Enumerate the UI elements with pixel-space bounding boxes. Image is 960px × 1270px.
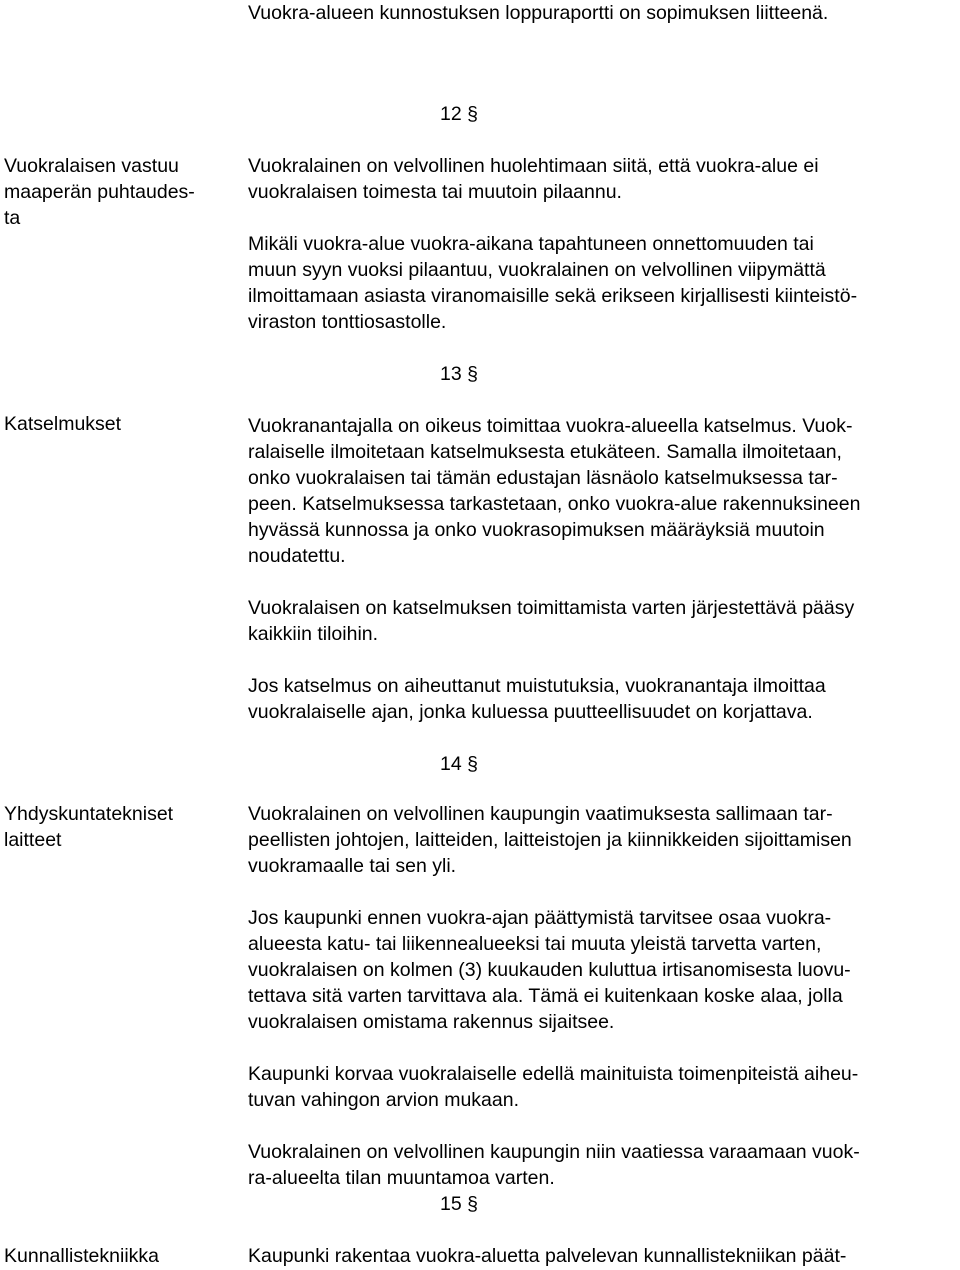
text-line: hyvässä kunnossa ja onko vuokrasopimuksen määräyksiä muutoin — [248, 519, 825, 541]
section-14-paragraph-4 — [248, 1139, 958, 1191]
text-line: vuokralaiselle ajan, jonka kuluessa puutteellisuudet on korjattava. — [248, 701, 813, 723]
intro-paragraph — [248, 0, 958, 26]
heading-line: Vuokralaisen vastuu — [4, 155, 179, 177]
text-line: peen. Katselmuksessa tarkastetaan, onko vuokra-alue rakennuksineen — [248, 493, 861, 515]
text-line: ralaiselle ilmoitetaan katselmuksesta etukäteen. Samalla ilmoitetaan, — [248, 441, 842, 463]
section-heading-15 — [4, 1243, 234, 1269]
heading-line: Yhdyskuntatekniset — [4, 803, 174, 825]
section-heading-12 — [4, 153, 234, 231]
text-line: Vuokralaisen on katselmuksen toimittamista varten järjestettävä pääsy — [248, 597, 855, 619]
text-line: peellisten johtojen, laitteiden, laitteistojen ja kiinnikkeiden sijoittamisen — [248, 829, 852, 851]
text-line: kaikkiin tiloihin. — [248, 623, 379, 645]
section-12-paragraph-2 — [248, 231, 958, 335]
section-13-paragraph-1 — [248, 413, 958, 569]
section-14-paragraph-3 — [248, 1061, 958, 1113]
text-line: Vuokranantajalla on oikeus toimittaa vuokra-alueella katselmus. Vuok- — [248, 415, 853, 437]
heading-line: laitteet — [4, 829, 62, 851]
section-number-12: 12 § — [440, 103, 478, 125]
section-13-paragraph-3 — [248, 673, 958, 725]
text-line: vuokralaisen toimesta tai muutoin pilaannu. — [248, 181, 622, 203]
text-line: noudatettu. — [248, 545, 346, 567]
heading-line: Katselmukset — [4, 413, 122, 435]
heading-line: maaperän puhtaudes- — [4, 181, 195, 203]
text-line: Vuokra-alueen kunnostuksen loppuraportti on sopimuksen liitteenä. — [248, 2, 829, 24]
section-13-paragraph-2 — [248, 595, 958, 647]
text-line: Kaupunki rakentaa vuokra-aluetta palvelevan kunnallistekniikan päät- — [248, 1245, 847, 1267]
section-heading-14 — [4, 801, 234, 853]
text-line: Vuokralainen on velvollinen kaupungin niin vaatiessa varaamaan vuok- — [248, 1141, 860, 1163]
section-number-14: 14 § — [440, 753, 478, 775]
text-line: ra-alueelta tilan muuntamoa varten. — [248, 1167, 555, 1189]
text-line: alueesta katu- tai liikennealueeksi tai muuta yleistä tarvetta varten, — [248, 933, 822, 955]
text-line: tettava sitä varten tarvittava ala. Tämä ei kuitenkaan koske alaa, jolla — [248, 985, 843, 1007]
text-line: tuvan vahingon arvion mukaan. — [248, 1089, 520, 1111]
text-line: muun syyn vuoksi pilaantuu, vuokralainen on velvollinen viipymättä — [248, 259, 826, 281]
section-heading-13 — [4, 411, 234, 437]
text-line: Kaupunki korvaa vuokralaiselle edellä mainituista toimenpiteistä aiheu- — [248, 1063, 859, 1085]
text-line: ilmoittamaan asiasta viranomaisille sekä erikseen kirjallisesti kiinteistö- — [248, 285, 858, 307]
text-line: vuokralaisen omistama rakennus sijaitsee. — [248, 1011, 615, 1033]
text-line: Jos kaupunki ennen vuokra-ajan päättymistä tarvitsee osaa vuokra- — [248, 907, 832, 929]
section-15-paragraph-1 — [248, 1243, 958, 1269]
section-14-paragraph-2 — [248, 905, 958, 1035]
text-line: onko vuokralaisen tai tämän edustajan läsnäolo katselmuksessa tar- — [248, 467, 838, 489]
section-14-paragraph-1 — [248, 801, 958, 879]
text-line: Mikäli vuokra-alue vuokra-aikana tapahtuneen onnettomuuden tai — [248, 233, 814, 255]
text-line: Vuokralainen on velvollinen huolehtimaan siitä, että vuokra-alue ei — [248, 155, 819, 177]
text-line: vuokralaisen on kolmen (3) kuukauden kuluttua irtisanomisesta luovu- — [248, 959, 851, 981]
section-number-15: 15 § — [440, 1193, 478, 1215]
section-12-paragraph-1 — [248, 153, 958, 205]
heading-line: Kunnallistekniikka — [4, 1245, 160, 1267]
text-line: vuokramaalle tai sen yli. — [248, 855, 457, 877]
section-number-13: 13 § — [440, 363, 478, 385]
text-line: Jos katselmus on aiheuttanut muistutuksia, vuokranantaja ilmoittaa — [248, 675, 826, 697]
text-line: Vuokralainen on velvollinen kaupungin vaatimuksesta sallimaan tar- — [248, 803, 833, 825]
heading-line: ta — [4, 207, 21, 229]
text-line: viraston tonttiosastolle. — [248, 311, 447, 333]
